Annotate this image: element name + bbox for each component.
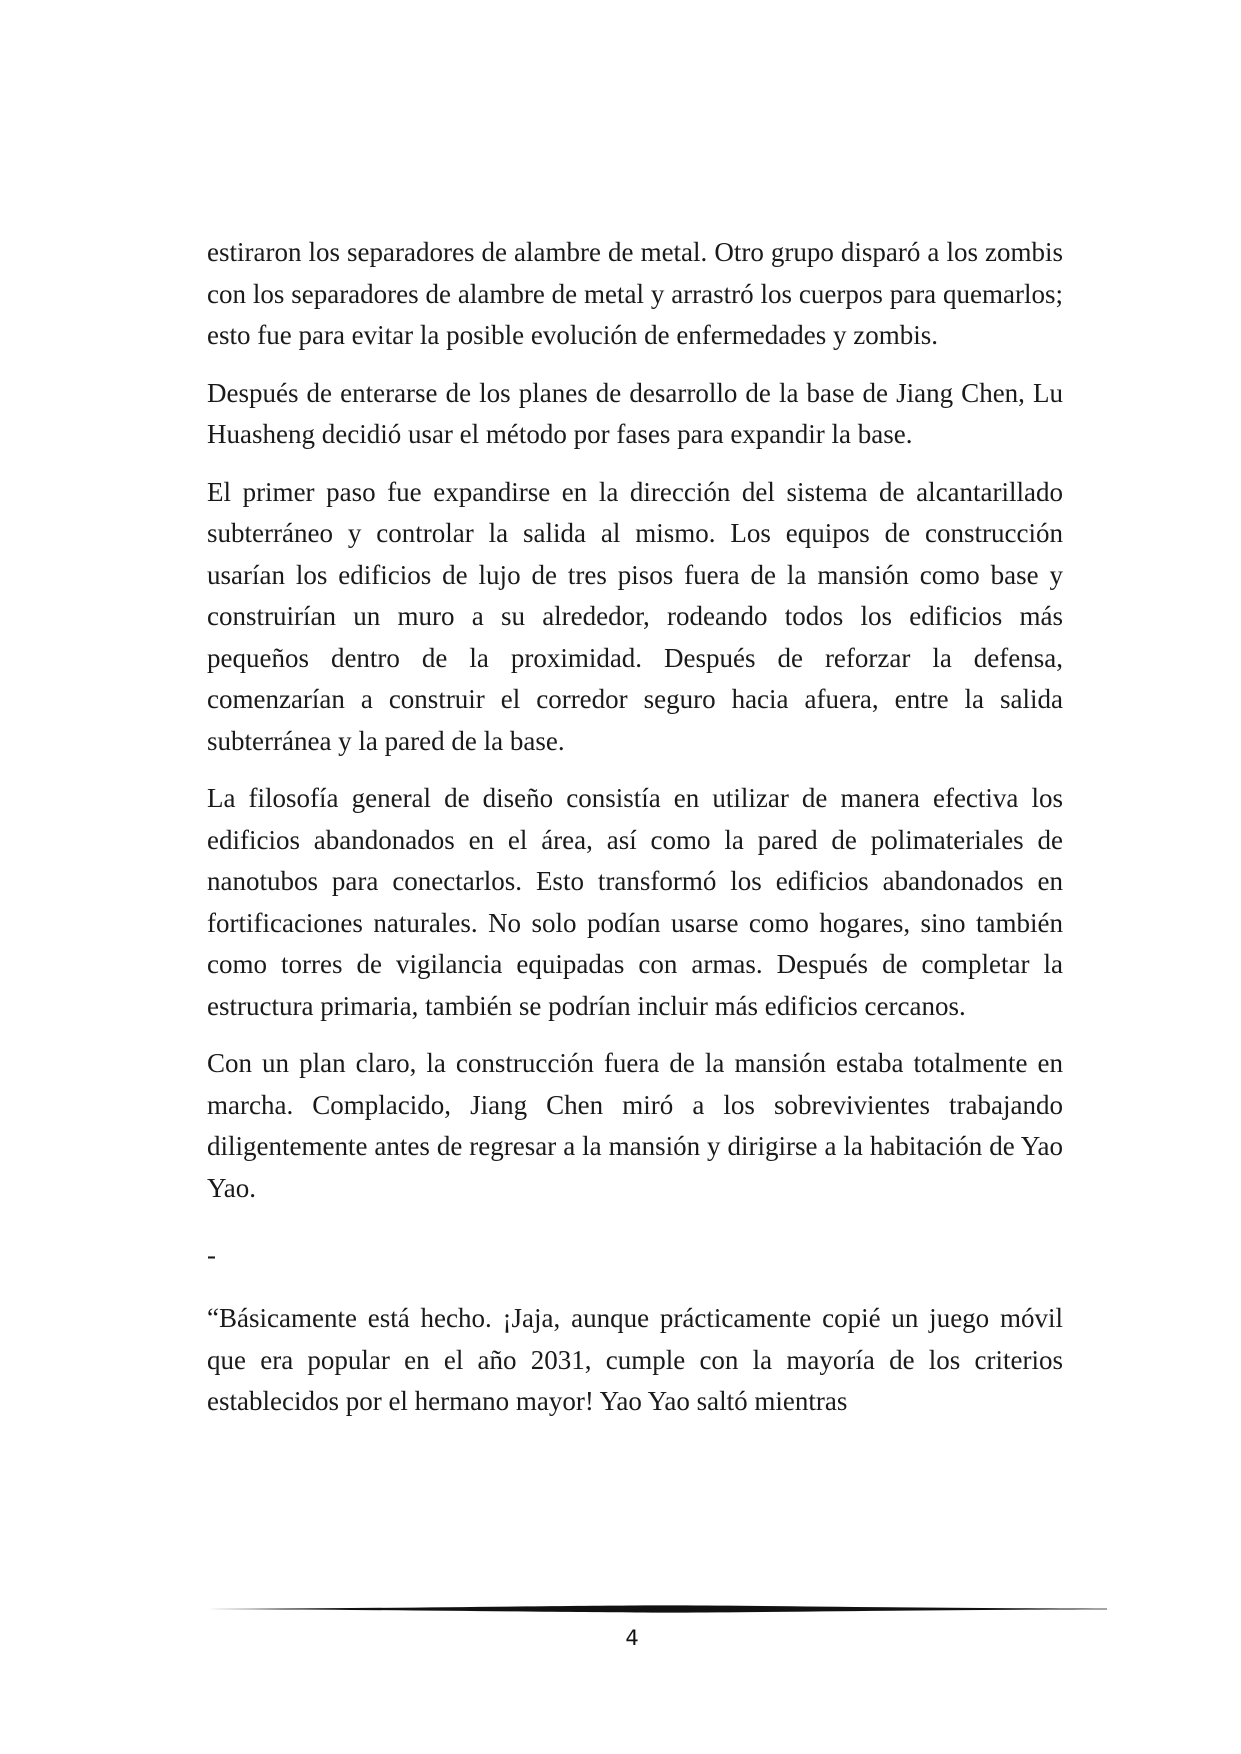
paragraph: La filosofía general de diseño consistía en utilizar de manera efectiva los edificios abandonados en el área, así como la pared de polimateriales de nanotubos para conectarlos. Esto transformó los edificios abandonados en fortificaciones naturales. No solo podían usarse como hogares, sino también como torres de vigilancia equipadas con armas. Después de completar la estructura primaria, también se podrían incluir más edificios cercanos.	[207, 783, 1063, 1021]
footer-rule	[207, 1602, 1107, 1616]
paragraph: estiraron los separadores de alambre de metal. Otro grupo disparó a los zombis con los separadores de alambre de metal y arrastró los cuerpos para quemarlos; esto fue para evitar la posible evolución de enfermedades y zombis.	[207, 237, 1063, 350]
paragraph: “Básicamente está hecho. ¡Jaja, aunque prácticamente copié un juego móvil que era popular en el año 2031, cumple con la mayoría de los criterios establecidos por el hermano mayor! Yao Yao saltó mientras	[207, 1303, 1063, 1416]
paragraph: Con un plan claro, la construcción fuera de la mansión estaba totalmente en marcha. Complacido, Jiang Chen miró a los sobrevivientes trabajando diligentemente antes de regresar a la mansión y dirigirse a la habitación de Yao Yao.	[207, 1048, 1063, 1203]
paragraph: El primer paso fue expandirse en la dirección del sistema de alcantarillado subterráneo y controlar la salida al mismo. Los equipos de construcción usarían los edificios de lujo de tres pisos fuera de la mansión como base y construirían un muro a su alrededor, rodeando todos los edificios más pequeños dentro de la proximidad. Después de reforzar la defensa, comenzarían a construir el corredor seguro hacia afuera, entre la salida subterránea y la pared de la base.	[207, 476, 1063, 756]
scene-break: -	[207, 1240, 216, 1270]
paragraph: Después de enterarse de los planes de desarrollo de la base de Jiang Chen, Lu Huasheng decidió usar el método por fases para expandir la base.	[207, 377, 1063, 449]
body-text	[207, 232, 1063, 1439]
page-number: 4	[625, 1626, 639, 1650]
